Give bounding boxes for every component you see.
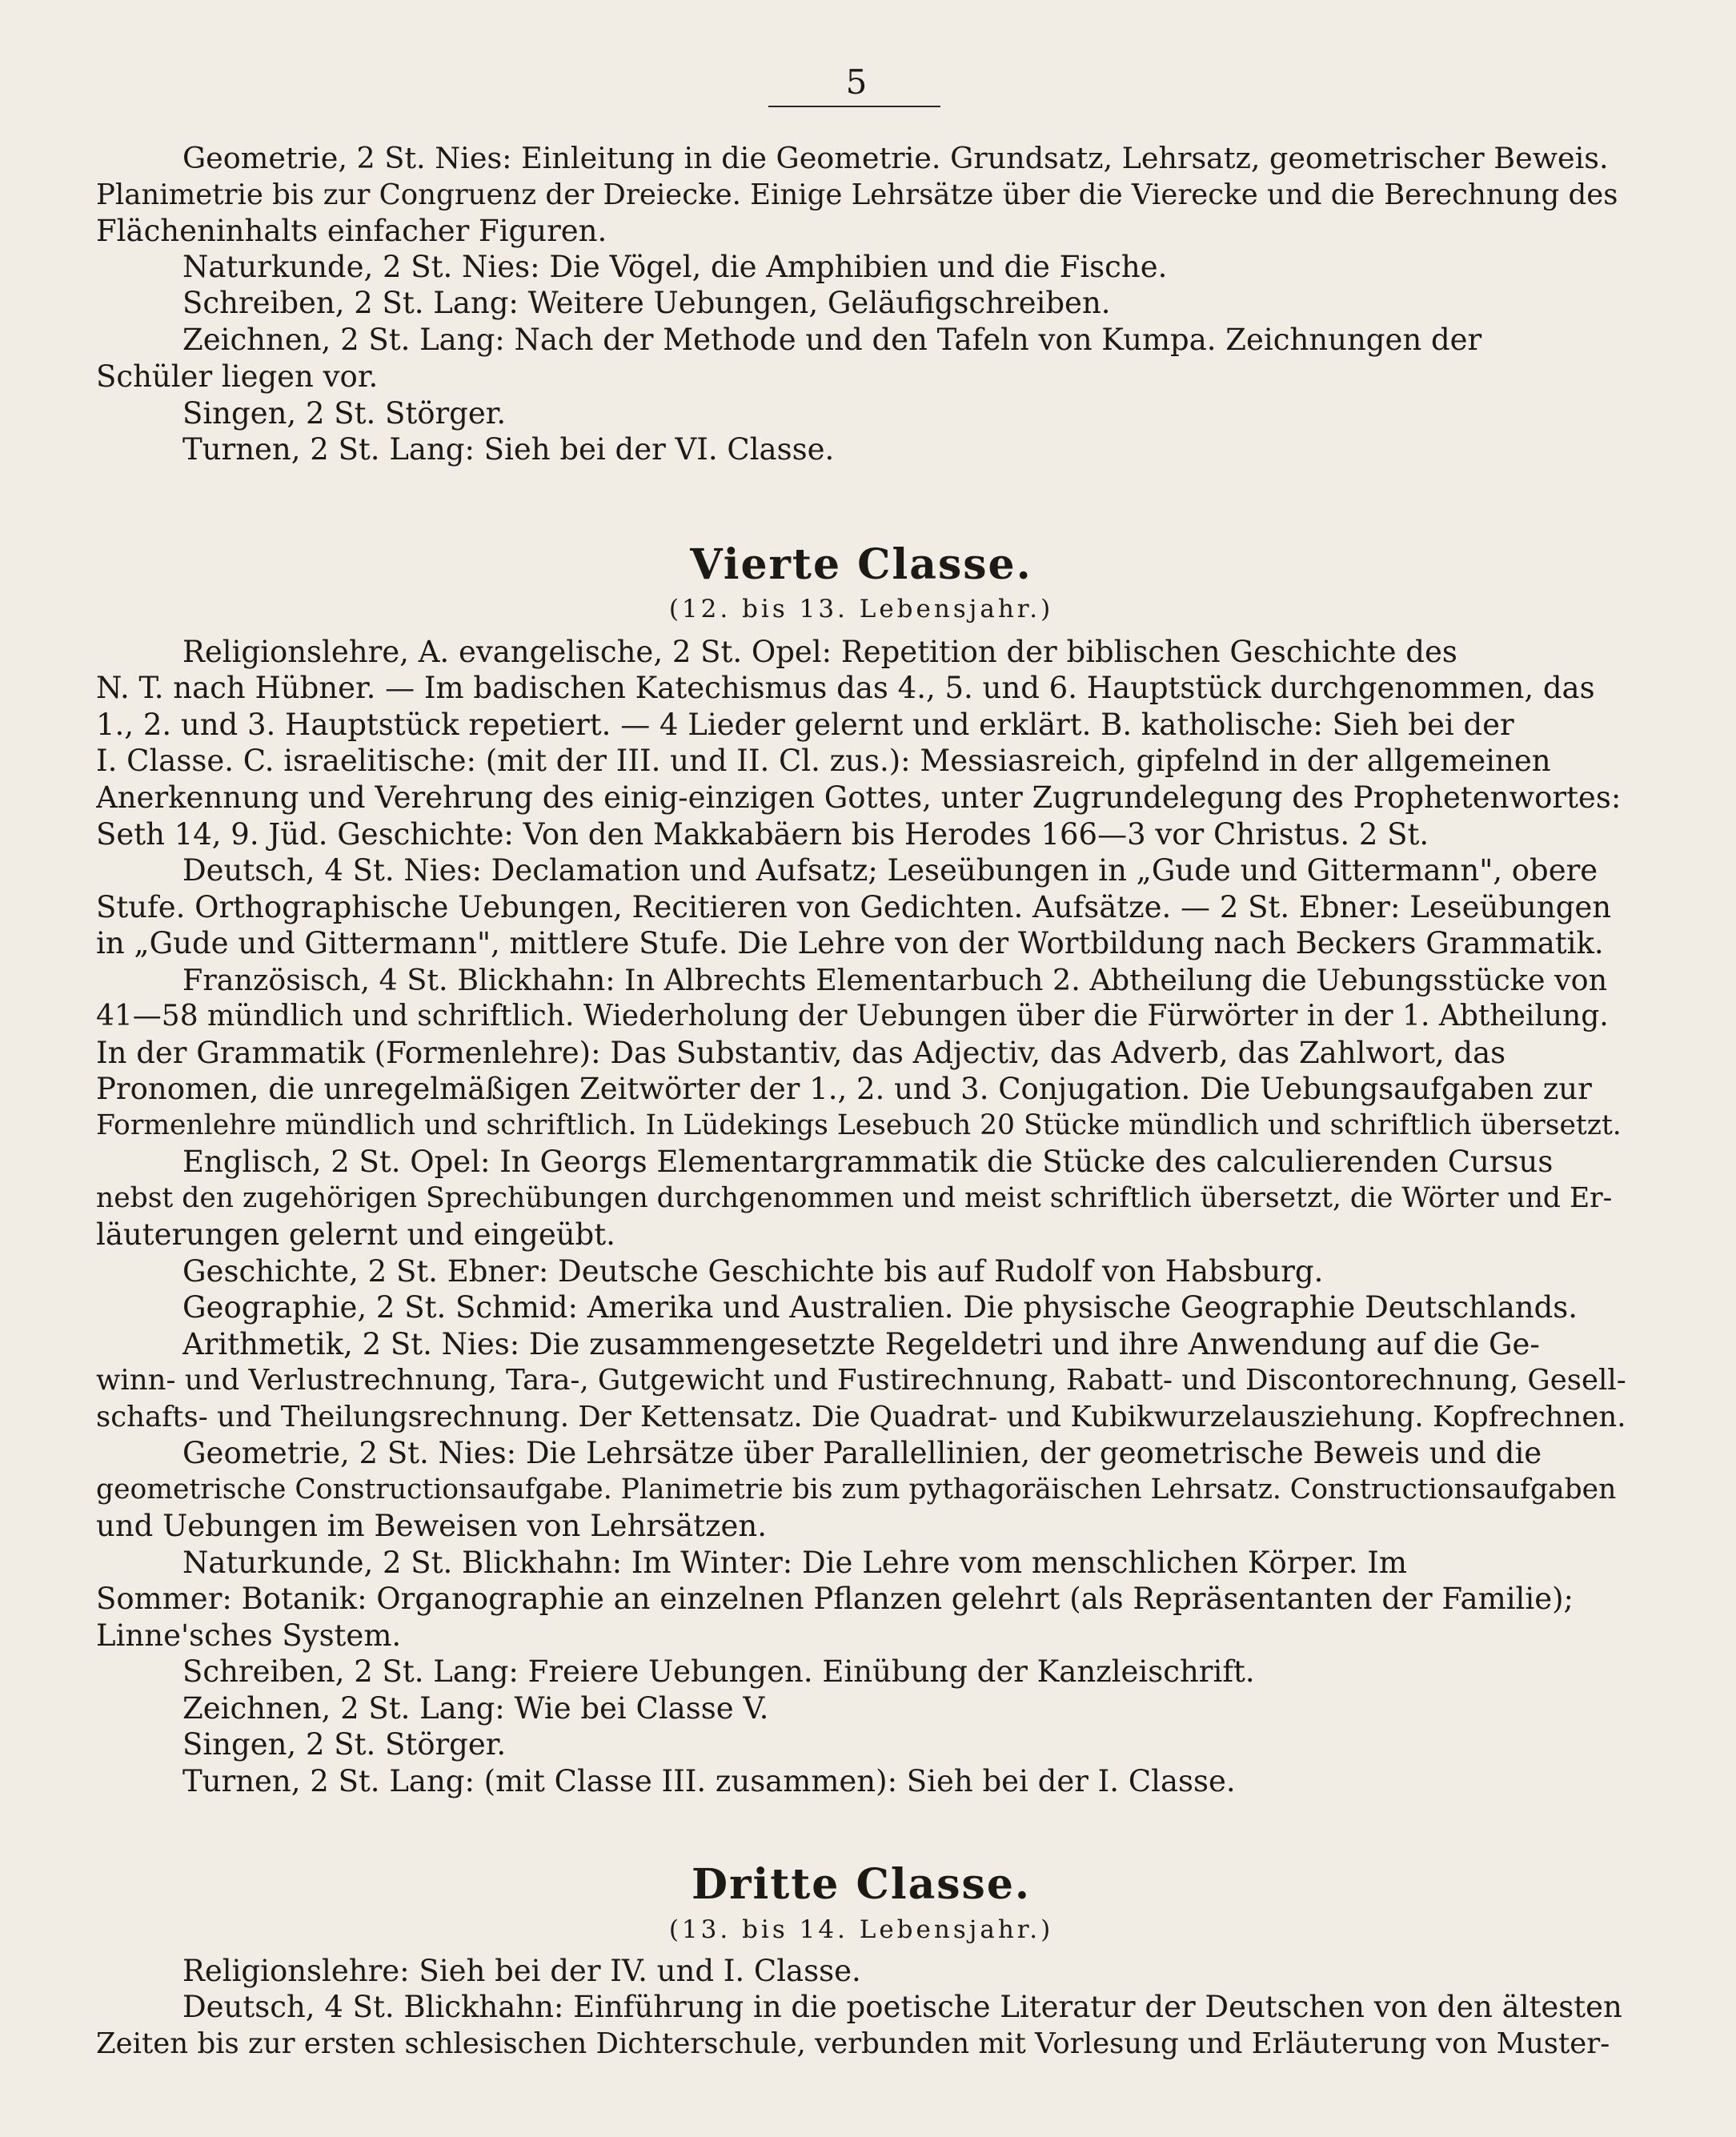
text-line: Englisch, 2 St. Opel: In Georgs Elementargrammatik die Stücke des calculierenden Cursus	[182, 1145, 1554, 1179]
text-line: Schreiben, 2 St. Lang: Freiere Uebungen. Einübung der Kanzleischrift.	[182, 1654, 1255, 1689]
text-line: Sommer: Botanik: Organographie an einzelnen Pflanzen gelehrt (als Repräsentanten der Familie);	[96, 1582, 1574, 1616]
text-line: in „Gude und Gittermann", mittlere Stufe. Die Lehre von der Wortbildung nach Beckers Grammatik.	[96, 926, 1604, 960]
text-line: Religionslehre, A. evangelische, 2 St. Opel: Repetition der biblischen Geschichte des	[182, 635, 1457, 669]
text-line: Planimetrie bis zur Congruenz der Dreiecke. Einige Lehrsätze über die Vierecke und die Berechnung des	[96, 178, 1618, 211]
text-line: Zeichnen, 2 St. Lang: Nach der Methode und den Tafeln von Kumpa. Zeichnungen der	[182, 323, 1482, 357]
text-line: nebst den zugehörigen Sprechübungen durchgenommen und meist schriftlich übersetzt, die Wörter und Er-	[96, 1182, 1613, 1214]
text-line: Schreiben, 2 St. Lang: Weitere Uebungen, Geläufigschreiben.	[182, 286, 1111, 320]
text-line: Deutsch, 4 St. Blickhahn: Einführung in die poetische Literatur der Deutschen von den ältesten	[182, 1990, 1622, 2024]
page-number: 5	[845, 62, 868, 102]
text-line: Flächeninhalts einfacher Figuren.	[96, 214, 607, 248]
text-line: Französisch, 4 St. Blickhahn: In Albrechts Elementarbuch 2. Abtheilung die Uebungsstücke von	[182, 963, 1608, 997]
text-line: Seth 14, 9. Jüd. Geschichte: Von den Makkabäern bis Herodes 166—3 vor Christus. 2 St.	[96, 817, 1429, 852]
text-line: Singen, 2 St. Störger.	[182, 1727, 507, 1762]
text-line: In der Grammatik (Formenlehre): Das Substantiv, das Adjectiv, das Adverb, das Zahlwort, das	[96, 1036, 1506, 1070]
text-line: Formenlehre mündlich und schriftlich. In Lüdekings Lesebuch 20 Stücke mündlich und schriftlich übersetzt.	[96, 1109, 1622, 1141]
text-line: läuterungen gelernt und eingeübt.	[96, 1217, 615, 1252]
text-line: Geometrie, 2 St. Nies: Die Lehrsätze über Parallellinien, der geometrische Beweis und die	[182, 1436, 1542, 1470]
text-line: Singen, 2 St. Störger.	[182, 396, 507, 431]
section-heading: Vierte Classe.	[690, 540, 1032, 589]
text-line: Zeichnen, 2 St. Lang: Wie bei Classe V.	[182, 1691, 769, 1726]
text-line: 41—58 mündlich und schriftlich. Wiederholung der Uebungen über die Fürwörter in der 1. Abtheilung.	[96, 1000, 1609, 1032]
text-line: schafts- und Theilungsrechnung. Der Kettensatz. Die Quadrat- und Kubikwurzelausziehung. Kopfrechnen.	[96, 1401, 1626, 1433]
text-line: 1., 2. und 3. Hauptstück repetiert. — 4 Lieder gelernt und erklärt. B. katholische: Sieh bei der	[96, 708, 1514, 742]
text-line: Pronomen, die unregelmäßigen Zeitwörter der 1., 2. und 3. Conjugation. Die Uebungsaufgaben zur	[96, 1072, 1592, 1106]
text-line: geometrische Constructionsaufgabe. Planimetrie bis zum pythagoräischen Lehrsatz. Constructionsaufgaben	[96, 1473, 1617, 1506]
text-line: Schüler liegen vor.	[96, 359, 379, 394]
text-line: Zeiten bis zur ersten schlesischen Dichterschule, verbunden mit Vorlesung und Erläuterung von Muster-	[96, 2027, 1610, 2060]
text-line: und Uebungen im Beweisen von Lehrsätzen.	[96, 1509, 767, 1543]
text-line: Naturkunde, 2 St. Blickhahn: Im Winter: Die Lehre vom menschlichen Körper. Im	[182, 1546, 1407, 1580]
text-line: I. Classe. C. israelitische: (mit der III. und II. Cl. zus.): Messiasreich, gipfelnd in der allgemeinen	[96, 744, 1551, 778]
section-subheading: (13. bis 14. Lebensjahr.)	[668, 1915, 1054, 1944]
section-subheading: (12. bis 13. Lebensjahr.)	[668, 595, 1054, 623]
page-number-rule	[768, 106, 940, 107]
text-line: Deutsch, 4 St. Nies: Declamation und Aufsatz; Leseübungen in „Gude und Gittermann", obere	[182, 853, 1598, 888]
text-line: Linne'sches System.	[96, 1618, 402, 1653]
text-line: Turnen, 2 St. Lang: Sieh bei der VI. Classe.	[182, 432, 835, 467]
text-line: Religionslehre: Sieh bei der IV. und I. Classe.	[182, 1954, 861, 1988]
text-line: Naturkunde, 2 St. Nies: Die Vögel, die Amphibien und die Fische.	[182, 250, 1168, 284]
text-line: Turnen, 2 St. Lang: (mit Classe III. zusammen): Sieh bei der I. Classe.	[182, 1764, 1236, 1798]
text-line: Geschichte, 2 St. Ebner: Deutsche Geschichte bis auf Rudolf von Habsburg.	[182, 1254, 1324, 1289]
text-line: Anerkennung und Verehrung des einig-einzigen Gottes, unter Zugrundelegung des Prophetenwortes:	[96, 780, 1622, 815]
text-line: Stufe. Orthographische Uebungen, Recitieren von Gedichten. Aufsätze. — 2 St. Ebner: Leseübungen	[96, 890, 1612, 924]
section-heading: Dritte Classe.	[691, 1860, 1032, 1909]
text-line: winn- und Verlustrechnung, Tara-, Gutgewicht und Fustirechnung, Rabatt- und Discontorechnung, Gesell-	[96, 1364, 1626, 1397]
text-line: Arithmetik, 2 St. Nies: Die zusammengesetzte Regeldetri und ihre Anwendung auf die Ge-	[182, 1327, 1540, 1361]
text-line: Geometrie, 2 St. Nies: Einleitung in die Geometrie. Grundsatz, Lehrsatz, geometrischer Beweis.	[182, 141, 1609, 175]
text-line: Geographie, 2 St. Schmid: Amerika und Australien. Die physische Geographie Deutschlands.	[182, 1290, 1578, 1325]
text-line: N. T. nach Hübner. — Im badischen Katechismus das 4., 5. und 6. Hauptstück durchgenommen, das	[96, 671, 1595, 705]
